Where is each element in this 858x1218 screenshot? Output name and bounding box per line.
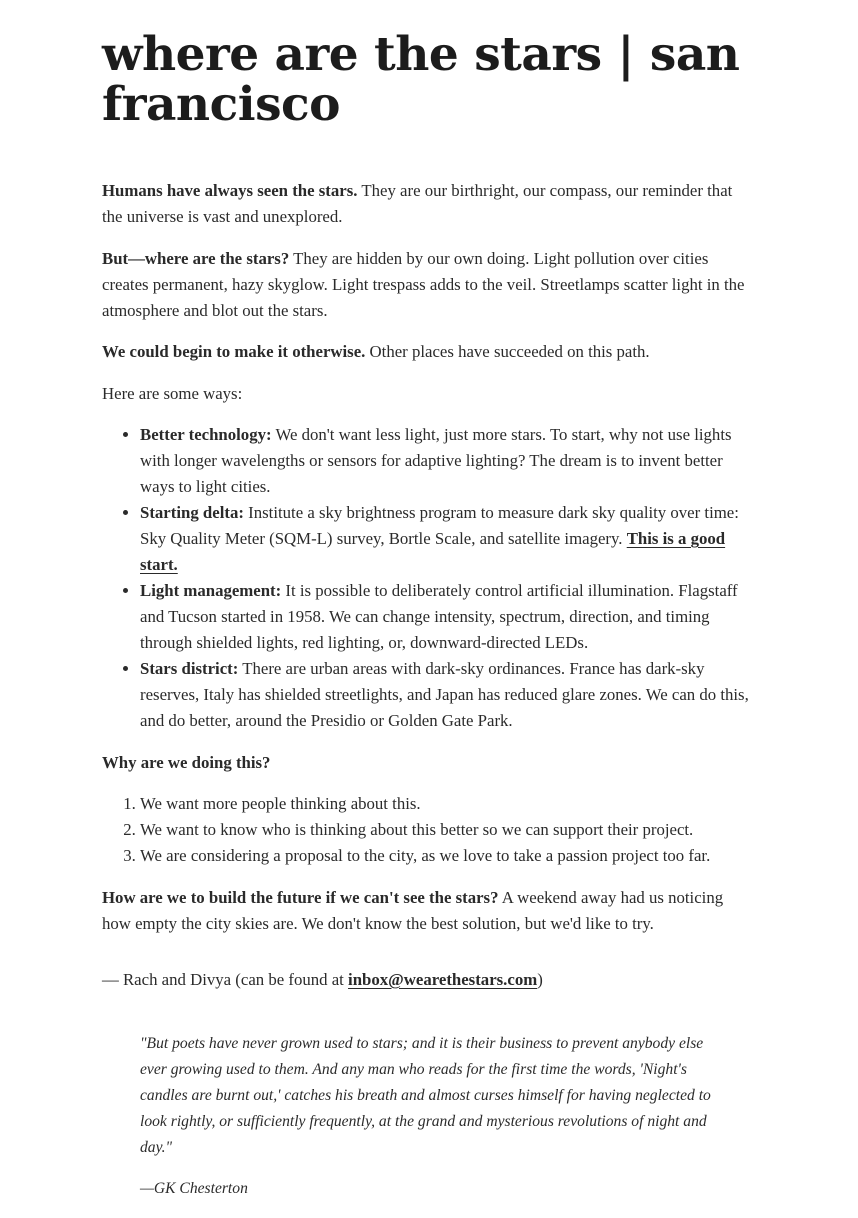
- ways-list: [102, 422, 752, 734]
- way-text: We don't want less light, just more stars. To start, why not use lights with longer wavelengths or sensors for adaptive lighting? The dream is to invent better ways to light cities.: [140, 425, 732, 496]
- list-item: 2. We want to know who is thinking about this better so we can support their project.: [140, 817, 752, 843]
- page-title: where are the stars | san francisco: [102, 27, 740, 132]
- intro-2-text: They are hidden by our own doing. Light pollution over cities creates permanent, hazy skyglow. Light trespass adds to the veil. Streetlamps scatter light in the atmosphere and blot out the stars.: [102, 248, 745, 320]
- article-body: [102, 178, 752, 1218]
- closing-paragraph: [102, 885, 752, 937]
- intro-1-bold: Humans have always seen the stars.: [102, 181, 358, 200]
- intro-paragraph-2: [102, 246, 752, 324]
- reasons-list: [102, 791, 752, 869]
- why-heading: [102, 750, 752, 776]
- closing-bold: How are we to build the future if we can't see the stars?: [102, 887, 499, 907]
- way-heading: Light management:: [140, 581, 282, 600]
- intro-paragraph-3: [102, 339, 752, 365]
- why-heading-text: Why are we doing this?: [102, 752, 271, 772]
- email-link[interactable]: inbox@wearethestars.com: [348, 969, 538, 989]
- list-item: 3. We are considering a proposal to the city, as we love to take a passion project too far.: [140, 843, 752, 869]
- list-item: [140, 500, 752, 578]
- way-heading: Stars district:: [140, 659, 239, 678]
- list-item: [140, 422, 752, 500]
- way-text: There are urban areas with dark-sky ordinances. France has dark-sky reserves, Italy has shielded streetlights, and Japan has reduced glare zones. We can do this, and do better, around the Presidio or Golden Gate Park.: [140, 659, 749, 730]
- intro-2-bold: But—where are the stars?: [102, 248, 290, 268]
- list-item: [140, 656, 752, 734]
- intro-paragraph-1: [102, 178, 752, 230]
- intro-3-bold: We could begin to make it otherwise.: [102, 342, 366, 361]
- good-start-link[interactable]: This is a good start.: [140, 529, 726, 574]
- way-text: It is possible to deliberately control artificial illumination. Flagstaff and Tucson started in 1958. We can change intensity, spectrum, direction, and timing through shielded lights, red lighting, or, downward-directed LEDs.: [140, 581, 738, 652]
- way-text: Institute a sky brightness program to measure dark sky quality over time: Sky Quality Meter (SQM-L) survey, Bortle Scale, and satellite imagery.: [140, 503, 739, 548]
- intro-paragraph-4: Here are some ways:: [102, 383, 243, 403]
- chesterton-quote: [140, 1031, 720, 1203]
- way-heading: Better technology:: [140, 425, 272, 444]
- signature-prefix: — Rach and Divya (can be found at: [102, 969, 349, 989]
- way-heading: Starting delta:: [140, 503, 244, 522]
- signature: [102, 967, 752, 993]
- closing-text: A weekend away had us noticing how empty the city skies are. We don't know the best solution, but we'd like to try.: [102, 887, 724, 933]
- intro-1-text: They are our birthright, our compass, our reminder that the universe is vast and unexplored.: [102, 181, 733, 226]
- quote-text: "But poets have never grown used to stars; and it is their business to prevent anybody else ever growing used to them. And any man who reads for the first time the words, 'Night's candles are burnt out,' catches his breath and almost curses himself for having neglected to look rightly, or sufficiently frequently, at the grand and mysterious revolutions of night and day.": [140, 1034, 711, 1156]
- list-item: 1. We want more people thinking about this.: [140, 791, 752, 817]
- signature-suffix: ): [537, 969, 543, 989]
- list-item: [140, 578, 752, 656]
- intro-3-text: Other places have succeeded on this path.: [365, 342, 650, 361]
- quote-author: —GK Chesterton: [140, 1180, 248, 1197]
